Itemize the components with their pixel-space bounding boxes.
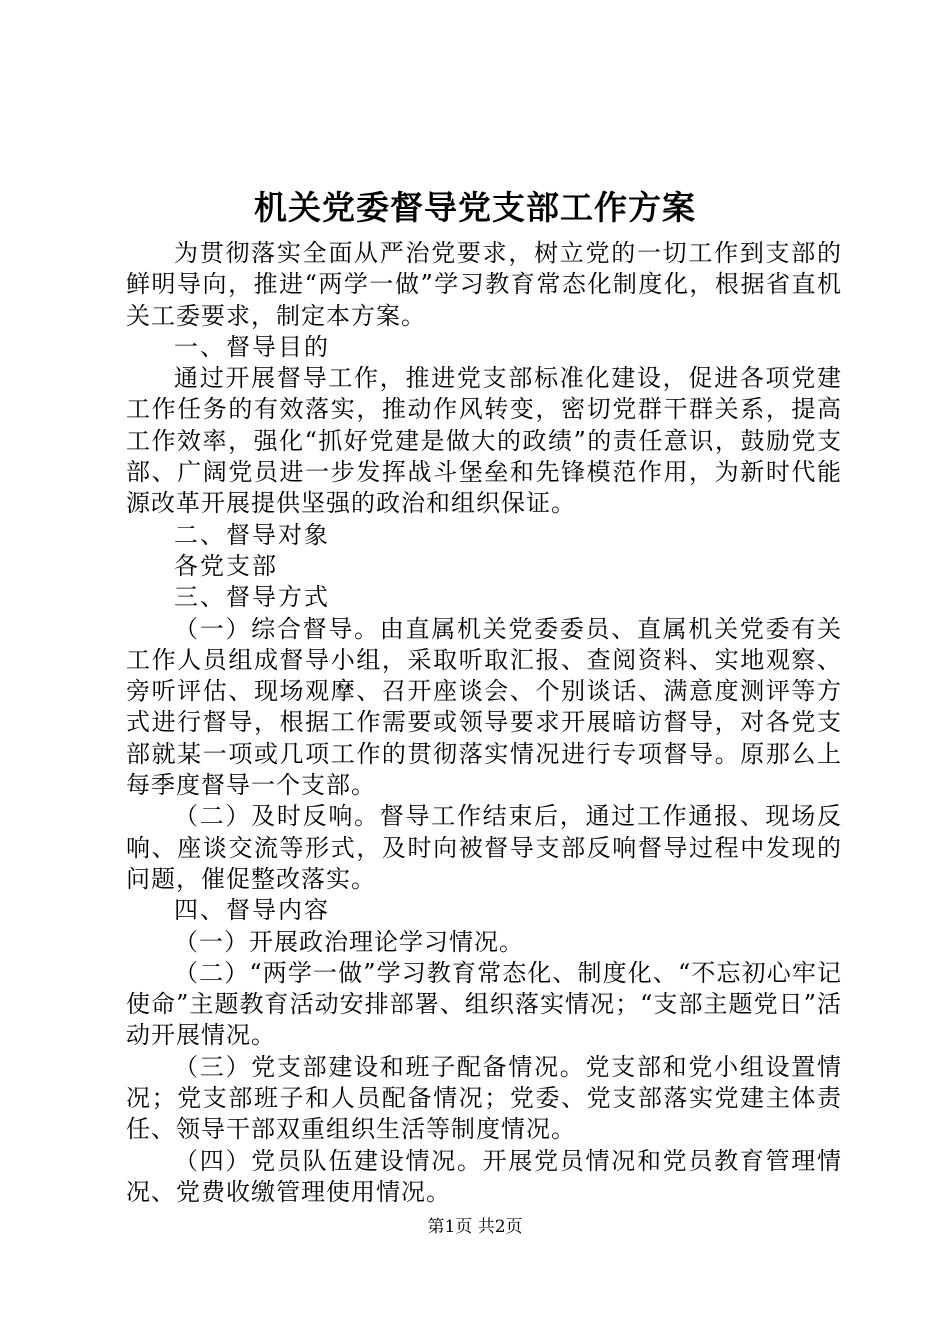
target-paragraph: 各党支部 (174, 551, 278, 580)
page-footer: 第1页 共2页 (427, 1217, 523, 1237)
document-body (126, 238, 842, 1208)
method-paragraph-1: （一）综合督导。由直属机关党委委员、直属机关党委有关工作人员组成督导小组，采取听取汇报、查阅资料、实地观察、旁听评估、现场观摩、召开座谈会、个别谈话、满意度测评等方式进行督导，根据工作需要或领导要求开展暗访督导，对各党支部就某一项或几项工作的贯彻落实情况进行专项督导。原那么上每季度督导一个支部。 (126, 614, 842, 800)
content-paragraph-4: （四）党员队伍建设情况。开展党员情况和党员教育管理情况、党费收缴管理使用情况。 (126, 1146, 842, 1206)
document-title: 机关党委督导党支部工作方案 (254, 188, 696, 227)
content-paragraph-3: （三）党支部建设和班子配备情况。党支部和党小组设置情况；党支部班子和人员配备情况；党委、党支部落实党建主体责任、领导干部双重组织生活等制度情况。 (126, 1052, 842, 1144)
content-paragraph-1: （一）开展政治理论学习情况。 (174, 927, 524, 956)
content-paragraph-2: （二）“两学一做”学习教育常态化、制度化、“不忘初心牢记使命”主题教育活动安排部署、组织落实情况；“支部主题党日”活动开展情况。 (126, 958, 842, 1050)
intro-paragraph: 为贯彻落实全面从严治党要求，树立党的一切工作到支部的鲜明导向，推进“两学一做”学习教育常态化制度化，根据省直机关工委要求，制定本方案。 (126, 239, 842, 330)
purpose-paragraph: 通过开展督导工作，推进党支部标准化建设，促进各项党建工作任务的有效落实，推动作风转变，密切党群干群关系，提高工作效率，强化“抓好党建是做大的政绩”的责任意识，鼓励党支部、广阔党员进一步发挥战斗堡垒和先锋模范作用，为新时代能源改革开展提供坚强的政治和组织保证。 (126, 364, 842, 518)
section-heading-target: 二、督导对象 (174, 520, 330, 549)
section-heading-content: 四、督导内容 (174, 896, 330, 925)
method-paragraph-2: （二）及时反响。督导工作结束后，通过工作通报、现场反响、座谈交流等形式，及时向被督导支部反响督导过程中发现的问题，催促整改落实。 (126, 802, 842, 893)
section-heading-method: 三、督导方式 (174, 583, 330, 612)
section-heading-purpose: 一、督导目的 (174, 332, 330, 361)
